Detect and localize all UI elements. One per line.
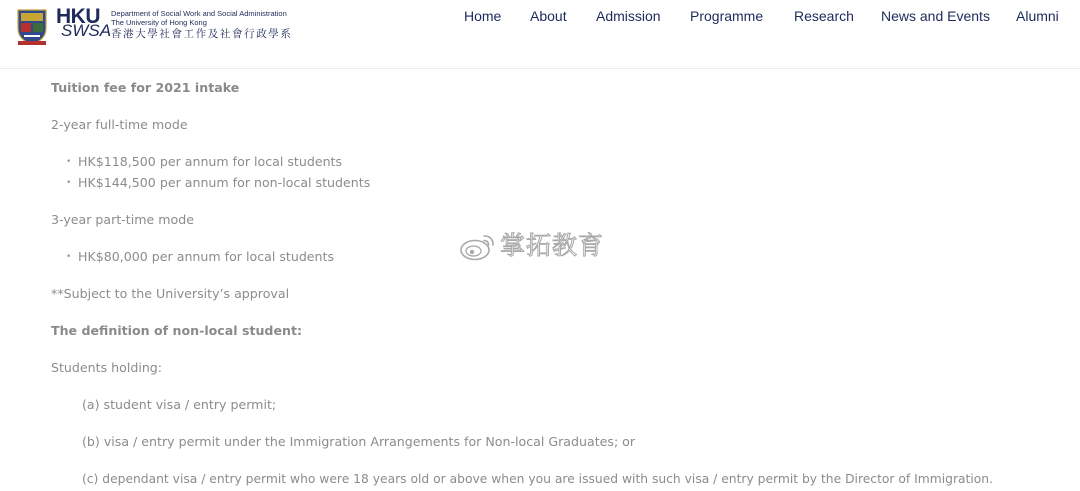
department-name-zh: 香港大學社會工作及社會行政學系	[111, 28, 293, 40]
nav-about[interactable]: About	[530, 8, 567, 24]
bullet-dot: •	[66, 157, 72, 167]
nav-admission[interactable]: Admission	[596, 8, 661, 24]
full-time-fee-local: HK$118,500 per annum for local students	[78, 154, 343, 169]
bullet-dot: •	[66, 252, 72, 262]
weibo-icon	[458, 230, 498, 262]
full-time-mode-label: 2-year full-time mode	[51, 117, 188, 132]
part-time-mode-label: 3-year part-time mode	[51, 212, 194, 227]
students-holding-label: Students holding:	[51, 360, 163, 375]
condition-b: (b) visa / entry permit under the Immigration Arrangements for Non-local Graduates; or	[82, 434, 636, 449]
approval-note: **Subject to the University’s approval	[51, 286, 290, 301]
hku-crest-icon	[16, 8, 48, 46]
full-time-fee-non-local: HK$144,500 per annum for non-local students	[78, 175, 371, 190]
part-time-fee-local: HK$80,000 per annum for local students	[78, 249, 335, 264]
home-logo-link[interactable]	[0, 0, 305, 50]
nav-home[interactable]: Home	[464, 8, 502, 24]
nav-news-and-events[interactable]: News and Events	[881, 8, 990, 24]
nav-alumni[interactable]: Alumni	[1016, 8, 1059, 24]
bullet-dot: •	[66, 178, 72, 188]
watermark	[458, 228, 628, 264]
condition-c: (c) dependant visa / entry permit who were 18 years old or above when you are issued with such visa / entry permit by the Director of Immigration.	[82, 472, 993, 486]
watermark-text: 掌拓教育	[500, 231, 605, 260]
university-name: The University of Hong Kong	[111, 18, 207, 27]
site-header	[0, 0, 1080, 69]
definition-heading: The definition of non-local student:	[51, 323, 303, 338]
department-name-en: Department of Social Work and Social Administration	[111, 9, 287, 18]
logo-hku-text: HKU	[56, 5, 100, 28]
tuition-heading: Tuition fee for 2021 intake	[51, 80, 240, 95]
logo-swsa-text: SWSA	[61, 21, 112, 40]
nav-programme[interactable]: Programme	[690, 8, 764, 24]
nav-research[interactable]: Research	[794, 8, 854, 24]
condition-a: (a) student visa / entry permit;	[82, 397, 277, 412]
